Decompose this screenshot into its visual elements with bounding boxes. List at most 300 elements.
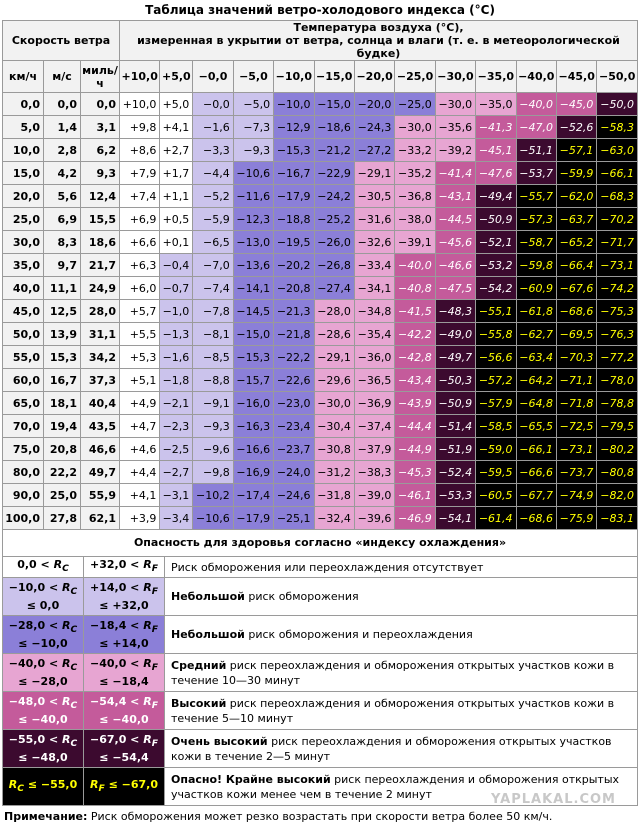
chill-value-cell: −10,6 xyxy=(193,507,233,530)
speed-cell: 60,0 xyxy=(3,369,44,392)
hazard-rf-cell: $-18,4 < R_F \le +14,0$ xyxy=(84,616,165,654)
chill-value-cell: −47,0 xyxy=(516,116,556,139)
chill-value-cell: +5,7 xyxy=(120,300,160,323)
chill-value-cell: −75,3 xyxy=(597,300,638,323)
chill-value-cell: −23,4 xyxy=(274,415,314,438)
chill-value-cell: −62,0 xyxy=(556,185,596,208)
chill-value-cell: −29,6 xyxy=(314,369,354,392)
chill-value-cell: −52,4 xyxy=(435,461,475,484)
chill-value-cell: −27,2 xyxy=(354,139,394,162)
table-row xyxy=(3,369,638,392)
chill-value-cell: −30,0 xyxy=(435,93,475,116)
chill-value-cell: +6,6 xyxy=(120,231,160,254)
chill-value-cell: −59,9 xyxy=(556,162,596,185)
chill-value-cell: −74,2 xyxy=(597,277,638,300)
chill-value-cell: −70,3 xyxy=(556,346,596,369)
hazard-rc-cell: $-10,0 < R_C \le 0,0$ xyxy=(3,578,84,616)
chill-value-cell: −20,0 xyxy=(354,93,394,116)
speed-cell: 43,5 xyxy=(81,415,120,438)
chill-value-cell: −16,0 xyxy=(233,392,273,415)
chill-value-cell: −55,7 xyxy=(516,185,556,208)
chill-value-cell: −68,3 xyxy=(597,185,638,208)
chill-value-cell: −16,3 xyxy=(233,415,273,438)
chill-value-cell: +4,4 xyxy=(120,461,160,484)
chill-value-cell: −60,5 xyxy=(476,484,516,507)
chill-value-cell: −24,6 xyxy=(274,484,314,507)
hazard-level: Опасно! Крайне высокий xyxy=(171,772,331,786)
chill-value-cell: −41,3 xyxy=(476,116,516,139)
temperature-column-header: −30,0 xyxy=(435,61,475,93)
hazard-description: Опасно! Крайне высокий риск переохлаждения и обморожения открытых участков кожи менее чем в течение 2 минут xyxy=(165,768,638,806)
chill-value-cell: −1,3 xyxy=(160,323,193,346)
chill-value-cell: −2,1 xyxy=(160,392,193,415)
chill-value-cell: +5,3 xyxy=(120,346,160,369)
chill-value-cell: −78,8 xyxy=(597,392,638,415)
chill-value-cell: −31,6 xyxy=(354,208,394,231)
chill-value-cell: −23,7 xyxy=(274,438,314,461)
chill-value-cell: −59,8 xyxy=(516,254,556,277)
speed-cell: 6,9 xyxy=(44,208,81,231)
chill-value-cell: −57,2 xyxy=(476,369,516,392)
chill-value-cell: −49,0 xyxy=(435,323,475,346)
chill-value-cell: −48,3 xyxy=(435,300,475,323)
chill-value-cell: −30,4 xyxy=(314,415,354,438)
chill-value-cell: −34,8 xyxy=(354,300,394,323)
temperature-column-header: −20,0 xyxy=(354,61,394,93)
chill-value-cell: −63,4 xyxy=(516,346,556,369)
watermark: YAPLAKAL.COM xyxy=(491,792,616,808)
table-row xyxy=(3,346,638,369)
chill-value-cell: −24,3 xyxy=(354,116,394,139)
chill-value-cell: −45,6 xyxy=(435,231,475,254)
chill-value-cell: −28,6 xyxy=(314,323,354,346)
chill-value-cell: +0,5 xyxy=(160,208,193,231)
chill-value-cell: −72,5 xyxy=(556,415,596,438)
speed-cell: 25,0 xyxy=(3,208,44,231)
chill-value-cell: −2,7 xyxy=(160,461,193,484)
chill-value-cell: −39,6 xyxy=(354,507,394,530)
chill-value-cell: +5,0 xyxy=(160,93,193,116)
hazard-row xyxy=(3,616,638,654)
hazard-rc-cell: $R_C \le -55,0$ xyxy=(3,768,84,806)
chill-value-cell: −67,7 xyxy=(516,484,556,507)
chill-value-cell: −51,9 xyxy=(435,438,475,461)
chill-value-cell: −30,8 xyxy=(314,438,354,461)
speed-cell: 0,0 xyxy=(3,93,44,116)
chill-value-cell: −21,3 xyxy=(274,300,314,323)
chill-value-cell: −9,6 xyxy=(193,438,233,461)
chill-value-cell: −11,6 xyxy=(233,185,273,208)
chill-value-cell: −15,3 xyxy=(233,346,273,369)
chill-value-cell: −24,2 xyxy=(314,185,354,208)
chill-value-cell: −36,5 xyxy=(354,369,394,392)
speed-cell: 70,0 xyxy=(3,415,44,438)
chill-value-cell: −49,4 xyxy=(476,185,516,208)
speed-cell: 9,3 xyxy=(81,162,120,185)
footnote xyxy=(0,792,640,828)
table-row xyxy=(3,323,638,346)
chill-value-cell: −35,4 xyxy=(354,323,394,346)
hazard-description: Высокий риск переохлаждения и обморожения открытых участков кожи в течение 5—10 минут xyxy=(165,692,638,730)
chill-value-cell: −7,3 xyxy=(233,116,273,139)
chill-value-cell: +6,3 xyxy=(120,254,160,277)
chill-value-cell: −22,9 xyxy=(314,162,354,185)
chill-value-cell: −30,5 xyxy=(354,185,394,208)
chill-value-cell: −40,8 xyxy=(395,277,435,300)
table-row xyxy=(3,484,638,507)
speed-cell: 15,3 xyxy=(44,346,81,369)
chill-value-cell: −41,4 xyxy=(435,162,475,185)
hazard-rf-cell: $R_F \le -67,0$ xyxy=(84,768,165,806)
chill-value-cell: −3,1 xyxy=(160,484,193,507)
chill-value-cell: +6,0 xyxy=(120,277,160,300)
table-row xyxy=(3,392,638,415)
chill-value-cell: −27,4 xyxy=(314,277,354,300)
chill-value-cell: −15,0 xyxy=(314,93,354,116)
hazard-row xyxy=(3,557,638,578)
chill-value-cell: −9,3 xyxy=(193,415,233,438)
speed-cell: 55,0 xyxy=(3,346,44,369)
chill-value-cell: −16,6 xyxy=(233,438,273,461)
note-text: Риск обморожения может резко возрастать при скорости ветра более 50 км/ч. xyxy=(87,810,553,824)
chill-value-cell: +0,1 xyxy=(160,231,193,254)
chill-value-cell: −82,0 xyxy=(597,484,638,507)
chill-value-cell: −25,2 xyxy=(314,208,354,231)
temperature-column-header: +5,0 xyxy=(160,61,193,93)
chill-value-cell: +4,6 xyxy=(120,438,160,461)
chill-value-cell: −1,6 xyxy=(193,116,233,139)
speed-cell: 3,1 xyxy=(81,116,120,139)
chill-value-cell: −16,7 xyxy=(274,162,314,185)
chill-value-cell: −74,9 xyxy=(556,484,596,507)
chill-value-cell: −44,4 xyxy=(395,415,435,438)
speed-cell: 5,6 xyxy=(44,185,81,208)
table-row xyxy=(3,139,638,162)
chill-value-cell: −15,0 xyxy=(233,323,273,346)
speed-cell: 8,3 xyxy=(44,231,81,254)
hazard-rf-cell: $+32,0 < R_F$ xyxy=(84,557,165,578)
hazard-table xyxy=(2,556,638,806)
hazard-rf-cell: $-40,0 < R_F \le -18,4$ xyxy=(84,654,165,692)
chill-value-cell: −16,9 xyxy=(233,461,273,484)
chill-value-cell: −45,3 xyxy=(395,461,435,484)
chill-value-cell: −54,2 xyxy=(476,277,516,300)
hazard-row xyxy=(3,730,638,768)
chill-value-cell: −26,8 xyxy=(314,254,354,277)
chill-value-cell: +6,9 xyxy=(120,208,160,231)
speed-cell: 27,8 xyxy=(44,507,81,530)
chill-value-cell: −23,0 xyxy=(274,392,314,415)
chill-value-cell: −36,8 xyxy=(395,185,435,208)
chill-value-cell: −24,0 xyxy=(274,461,314,484)
speed-cell: 40,0 xyxy=(3,277,44,300)
chill-value-cell: −17,4 xyxy=(233,484,273,507)
chill-value-cell: −18,8 xyxy=(274,208,314,231)
chill-value-cell: −28,0 xyxy=(314,300,354,323)
chill-value-cell: +9,8 xyxy=(120,116,160,139)
chill-value-cell: −68,6 xyxy=(556,300,596,323)
speed-cell: 40,4 xyxy=(81,392,120,415)
hazard-rf-cell: $+14,0 < R_F \le +32,0$ xyxy=(84,578,165,616)
temperature-column-header: +10,0 xyxy=(120,61,160,93)
chill-value-cell: −63,0 xyxy=(597,139,638,162)
chill-value-cell: −59,5 xyxy=(476,461,516,484)
chill-value-cell: −39,0 xyxy=(354,484,394,507)
chill-value-cell: −21,8 xyxy=(274,323,314,346)
speed-cell: 20,0 xyxy=(3,185,44,208)
chill-value-cell: −2,3 xyxy=(160,415,193,438)
chill-value-cell: −35,6 xyxy=(435,116,475,139)
speed-cell: 15,5 xyxy=(81,208,120,231)
chill-value-cell: −64,2 xyxy=(516,369,556,392)
temperature-column-header: −10,0 xyxy=(274,61,314,93)
chill-value-cell: −77,2 xyxy=(597,346,638,369)
table-row xyxy=(3,208,638,231)
chill-value-cell: −26,0 xyxy=(314,231,354,254)
chill-value-cell: −38,0 xyxy=(395,208,435,231)
speed-cell: 19,4 xyxy=(44,415,81,438)
chill-value-cell: +8,6 xyxy=(120,139,160,162)
chill-value-cell: −57,3 xyxy=(516,208,556,231)
chill-value-cell: −7,4 xyxy=(193,277,233,300)
chill-value-cell: −63,7 xyxy=(556,208,596,231)
hazard-rf-cell: $-67,0 < R_F \le -54,4$ xyxy=(84,730,165,768)
chill-value-cell: −14,5 xyxy=(233,300,273,323)
table-row xyxy=(3,277,638,300)
table-row xyxy=(3,300,638,323)
chill-value-cell: −80,8 xyxy=(597,461,638,484)
chill-value-cell: −51,1 xyxy=(516,139,556,162)
chill-value-cell: −47,5 xyxy=(435,277,475,300)
chill-value-cell: −6,5 xyxy=(193,231,233,254)
chill-value-cell: −71,7 xyxy=(597,231,638,254)
chill-value-cell: −80,2 xyxy=(597,438,638,461)
temperature-column-header: −35,0 xyxy=(476,61,516,93)
chill-value-cell: −37,9 xyxy=(354,438,394,461)
chill-value-cell: −58,3 xyxy=(597,116,638,139)
chill-value-cell: −15,3 xyxy=(274,139,314,162)
speed-cell: 21,7 xyxy=(81,254,120,277)
chill-value-cell: −0,4 xyxy=(160,254,193,277)
chill-value-cell: −10,0 xyxy=(274,93,314,116)
chill-value-cell: −66,4 xyxy=(556,254,596,277)
chill-value-cell: −47,6 xyxy=(476,162,516,185)
chill-value-cell: −46,6 xyxy=(435,254,475,277)
chill-value-cell: −30,0 xyxy=(314,392,354,415)
chill-value-cell: −53,2 xyxy=(476,254,516,277)
chill-value-cell: +4,1 xyxy=(160,116,193,139)
chill-value-cell: −36,0 xyxy=(354,346,394,369)
speed-cell: 25,0 xyxy=(44,484,81,507)
chill-value-cell: −57,9 xyxy=(476,392,516,415)
table-row xyxy=(3,162,638,185)
chill-value-cell: −8,1 xyxy=(193,323,233,346)
chill-value-cell: −50,3 xyxy=(435,369,475,392)
chill-value-cell: −41,5 xyxy=(395,300,435,323)
hazard-description: Очень высокий риск переохлаждения и обморожения открытых участков кожи в течение 2—5 минут xyxy=(165,730,638,768)
chill-value-cell: −44,9 xyxy=(395,438,435,461)
chill-value-cell: −49,7 xyxy=(435,346,475,369)
chill-value-cell: −15,7 xyxy=(233,369,273,392)
chill-value-cell: −21,2 xyxy=(314,139,354,162)
chill-value-cell: −17,9 xyxy=(233,507,273,530)
chill-value-cell: −22,6 xyxy=(274,369,314,392)
chill-value-cell: −43,1 xyxy=(435,185,475,208)
wind-chill-body xyxy=(3,93,638,530)
chill-value-cell: −45,0 xyxy=(556,93,596,116)
table-row xyxy=(3,93,638,116)
hazard-rc-cell: $-28,0 < R_C \le -10,0$ xyxy=(3,616,84,654)
chill-value-cell: −18,6 xyxy=(314,116,354,139)
chill-value-cell: −51,4 xyxy=(435,415,475,438)
chill-value-cell: −43,4 xyxy=(395,369,435,392)
chill-value-cell: −67,6 xyxy=(556,277,596,300)
wind-chill-table xyxy=(2,20,638,530)
chill-value-cell: +3,9 xyxy=(120,507,160,530)
unit-header: км/ч xyxy=(3,61,44,93)
temperature-column-header: −5,0 xyxy=(233,61,273,93)
table-row xyxy=(3,231,638,254)
chill-value-cell: +5,1 xyxy=(120,369,160,392)
chill-value-cell: −46,9 xyxy=(395,507,435,530)
speed-cell: 18,1 xyxy=(44,392,81,415)
chill-value-cell: −8,5 xyxy=(193,346,233,369)
hazard-description: Средний риск переохлаждения и обморожения открытых участков кожи в течение 10—30 минут xyxy=(165,654,638,692)
chill-value-cell: −10,2 xyxy=(193,484,233,507)
temperature-column-header: −50,0 xyxy=(597,61,638,93)
chill-value-cell: −73,1 xyxy=(597,254,638,277)
chill-value-cell: −10,6 xyxy=(233,162,273,185)
chill-value-cell: −9,1 xyxy=(193,392,233,415)
speed-cell: 28,0 xyxy=(81,300,120,323)
chill-value-cell: −54,1 xyxy=(435,507,475,530)
chill-value-cell: −20,8 xyxy=(274,277,314,300)
chill-value-cell: −39,2 xyxy=(435,139,475,162)
chill-value-cell: −60,9 xyxy=(516,277,556,300)
speed-cell: 15,0 xyxy=(3,162,44,185)
chill-value-cell: −71,8 xyxy=(556,392,596,415)
table-row xyxy=(3,254,638,277)
speed-cell: 34,2 xyxy=(81,346,120,369)
chill-value-cell: −8,8 xyxy=(193,369,233,392)
chill-value-cell: −68,6 xyxy=(516,507,556,530)
speed-cell: 22,2 xyxy=(44,461,81,484)
chill-value-cell: −7,8 xyxy=(193,300,233,323)
hazard-row xyxy=(3,654,638,692)
chill-value-cell: −50,0 xyxy=(597,93,638,116)
chill-value-cell: +10,0 xyxy=(120,93,160,116)
hazard-rf-cell: $-54,4 < R_F \le -40,0$ xyxy=(84,692,165,730)
chill-value-cell: −5,0 xyxy=(233,93,273,116)
table-row xyxy=(3,507,638,530)
speed-cell: 0,0 xyxy=(81,93,120,116)
note-label: Примечание: xyxy=(4,810,88,824)
column-header-row xyxy=(3,61,638,93)
chill-value-cell: −2,5 xyxy=(160,438,193,461)
temperature-column-header: −15,0 xyxy=(314,61,354,93)
chill-value-cell: −25,1 xyxy=(274,507,314,530)
chill-value-cell: −79,5 xyxy=(597,415,638,438)
speed-cell: 37,3 xyxy=(81,369,120,392)
speed-cell: 35,0 xyxy=(3,254,44,277)
chill-value-cell: −61,4 xyxy=(476,507,516,530)
chill-value-cell: −65,5 xyxy=(516,415,556,438)
hazard-description: Небольшой риск обморожения и переохлаждения xyxy=(165,616,638,654)
chill-value-cell: −31,8 xyxy=(314,484,354,507)
temperature-header: Температура воздуха (°C), измеренная в укрытии от ветра, солнца и влаги (т. е. в метеорологической будке) xyxy=(120,21,638,61)
chill-value-cell: −12,3 xyxy=(233,208,273,231)
hazard-rc-cell: $-55,0 < R_C \le -48,0$ xyxy=(3,730,84,768)
chill-value-cell: −29,1 xyxy=(314,346,354,369)
chill-value-cell: +4,9 xyxy=(120,392,160,415)
chill-value-cell: −42,2 xyxy=(395,323,435,346)
chill-value-cell: −33,2 xyxy=(395,139,435,162)
hazard-level: Небольшой xyxy=(171,628,245,642)
temperature-column-header: −25,0 xyxy=(395,61,435,93)
chill-value-cell: +4,7 xyxy=(120,415,160,438)
chill-value-cell: −0,7 xyxy=(160,277,193,300)
chill-value-cell: +2,7 xyxy=(160,139,193,162)
chill-value-cell: −9,8 xyxy=(193,461,233,484)
speed-cell: 62,1 xyxy=(81,507,120,530)
chill-value-cell: −64,8 xyxy=(516,392,556,415)
speed-cell: 6,2 xyxy=(81,139,120,162)
speed-cell: 9,7 xyxy=(44,254,81,277)
chill-value-cell: −57,1 xyxy=(556,139,596,162)
speed-cell: 50,0 xyxy=(3,323,44,346)
chill-value-cell: +1,1 xyxy=(160,185,193,208)
chill-value-cell: +1,7 xyxy=(160,162,193,185)
speed-cell: 18,6 xyxy=(81,231,120,254)
chill-value-cell: −13,0 xyxy=(233,231,273,254)
chill-value-cell: −0,0 xyxy=(193,93,233,116)
chill-value-cell: −37,4 xyxy=(354,415,394,438)
chill-value-cell: −5,2 xyxy=(193,185,233,208)
hazard-row xyxy=(3,578,638,616)
chill-value-cell: −59,0 xyxy=(476,438,516,461)
speed-cell: 13,9 xyxy=(44,323,81,346)
speed-cell: 10,0 xyxy=(3,139,44,162)
chill-value-cell: −31,2 xyxy=(314,461,354,484)
speed-cell: 20,8 xyxy=(44,438,81,461)
chill-value-cell: −52,6 xyxy=(556,116,596,139)
chill-value-cell: −4,4 xyxy=(193,162,233,185)
chill-value-cell: −22,2 xyxy=(274,346,314,369)
speed-cell: 12,5 xyxy=(44,300,81,323)
chill-value-cell: −58,5 xyxy=(476,415,516,438)
speed-cell: 46,6 xyxy=(81,438,120,461)
chill-value-cell: −69,5 xyxy=(556,323,596,346)
chill-value-cell: −58,7 xyxy=(516,231,556,254)
chill-value-cell: −45,1 xyxy=(476,139,516,162)
speed-cell: 4,2 xyxy=(44,162,81,185)
chill-value-cell: −42,8 xyxy=(395,346,435,369)
chill-value-cell: −55,8 xyxy=(476,323,516,346)
chill-value-cell: −43,9 xyxy=(395,392,435,415)
chill-value-cell: −7,0 xyxy=(193,254,233,277)
chill-value-cell: −53,3 xyxy=(435,484,475,507)
chill-value-cell: +7,9 xyxy=(120,162,160,185)
chill-value-cell: −1,8 xyxy=(160,369,193,392)
chill-value-cell: −13,6 xyxy=(233,254,273,277)
hazard-rc-cell: $-48,0 < R_C \le -40,0$ xyxy=(3,692,84,730)
table-row xyxy=(3,185,638,208)
chill-value-cell: −66,6 xyxy=(516,461,556,484)
chill-value-cell: −29,1 xyxy=(354,162,394,185)
chill-value-cell: −14,1 xyxy=(233,277,273,300)
chill-value-cell: −30,0 xyxy=(395,116,435,139)
hazard-level: Очень высокий xyxy=(171,734,268,748)
